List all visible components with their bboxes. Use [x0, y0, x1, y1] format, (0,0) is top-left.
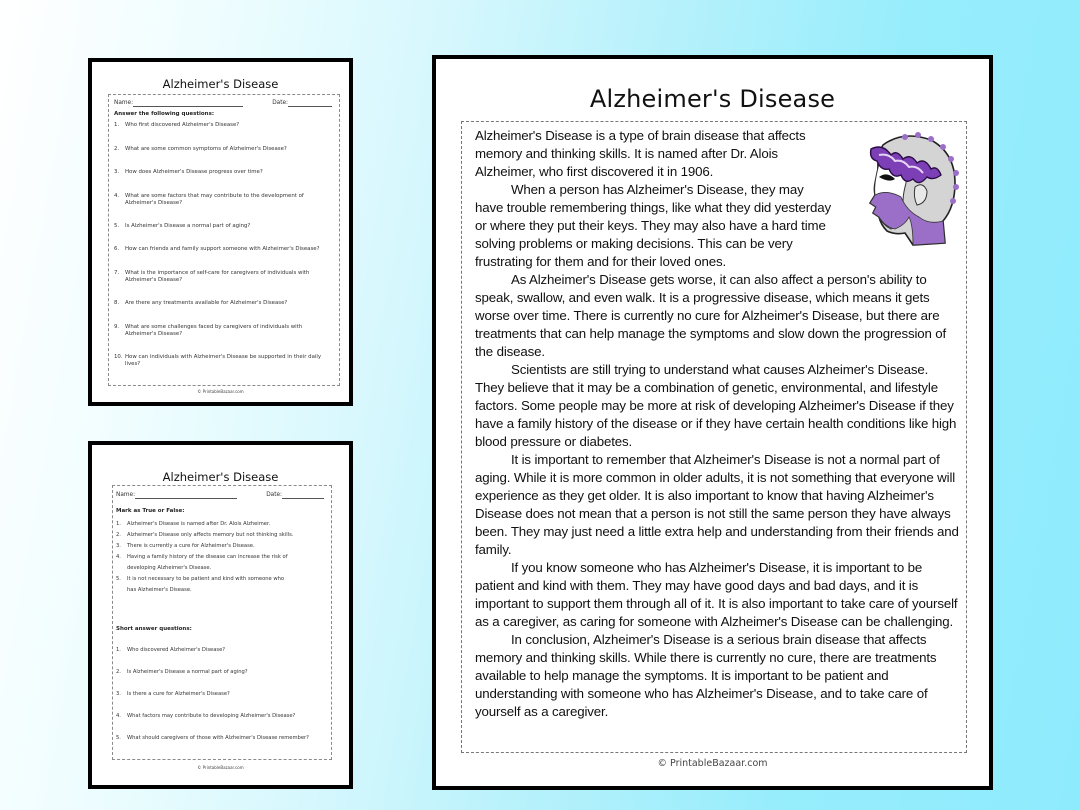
short-answer-item: 1. Who discovered Alzheimer's Disease? — [116, 647, 226, 653]
short-answer-heading: Short answer questions: — [116, 626, 192, 632]
passage-paragraph: Alzheimer's Disease is a type of brain disease that affects memory and thinking skills. It is named after Dr. Alois Alzheimer, who first discovered it in 1906. — [475, 128, 806, 179]
passage-paragraph: In conclusion, Alzheimer's Disease is a serious brain disease that affects memory and thinking skills. While there is currently no cure, there are treatments available to help manage the symptoms. It is important to be patient and understanding with someone who has Alzheimer's Disease, and to take care of yourself as a caregiver. — [475, 632, 937, 719]
passage-title: Alzheimer's Disease — [589, 85, 836, 113]
date-line — [288, 100, 332, 107]
passage-paragraph: It is important to remember that Alzheimer's Disease is not a normal part of aging. While it is more common in older adults, it is not something that everyone will experience as they get older. It is also important to know that having Alzheimer's Disease does not mean that a person is not still the same person they have always been. They may just need a little extra help and understanding from their friends and family. — [475, 452, 959, 557]
question-item: 5. Is Alzheimer's Disease a normal part of aging? — [114, 223, 251, 229]
name-label: Name: — [116, 492, 136, 498]
question-item: 1. Who first discovered Alzheimer's Disease? — [114, 122, 240, 128]
question-item: 3. How does Alzheimer's Disease progress over time? — [114, 169, 263, 175]
copyright-footer: © PrintableBazaar.com — [197, 765, 244, 770]
true-false-item: 4. Having a family history of the disease can increase the risk of developing Alzheimer's Disease. — [116, 554, 288, 571]
passage-paragraph: If you know someone who has Alzheimer's Disease, it is important to be patient and kind with them. They may have good days and bad days, and it is important to support them through all of it. It is also important to take care of yourself as a caregiver, as caring for someone with Alzheimer's Disease can be challenging. — [475, 560, 958, 629]
worksheet-title: Alzheimer's Disease — [162, 77, 279, 91]
short-answer-item: 3. Is there a cure for Alzheimer's Disease? — [116, 691, 230, 697]
name-date-row — [114, 100, 334, 108]
true-false-item: 3. There is currently a cure for Alzheimer's Disease. — [116, 543, 255, 549]
passage-paragraph: When a person has Alzheimer's Disease, they may have trouble remembering things, like what they did yesterday or where they put their keys. They may also have a hard time solving problems or making decisions. This can be very frustrating for them and for their loved ones. — [475, 182, 831, 269]
question-item: 6. How can friends and family support someone with Alzheimer's Disease? — [114, 246, 320, 252]
question-item: 4. What are some factors that may contribute to the development of Alzheimer's Disease? — [114, 193, 304, 206]
passage-border — [461, 121, 967, 753]
name-line — [133, 100, 243, 107]
copyright-footer: © PrintableBazaar.com — [197, 389, 244, 394]
passage-body — [475, 127, 959, 721]
worksheet-questions-preview — [88, 58, 353, 406]
true-false-item: 5. It is not necessary to be patient and kind with someone who has Alzheimer's Disease. — [116, 576, 285, 593]
date-label: Date: — [266, 492, 282, 498]
date-label: Date: — [272, 100, 288, 106]
question-item: 9. What are some challenges faced by caregivers of individuals with Alzheimer's Disease? — [114, 324, 303, 337]
name-line — [135, 492, 237, 499]
true-false-item: 1. Alzheimer's Disease is named after Dr. Alois Alzheimer. — [116, 521, 271, 527]
brain-head-icon — [843, 125, 963, 255]
question-item: 7. What is the importance of self-care for caregivers of individuals with Alzheimer's Disease? — [114, 270, 310, 283]
name-date-row — [116, 492, 326, 500]
copyright-footer: © PrintableBazaar.com — [657, 758, 768, 769]
question-item: 10. How can individuals with Alzheimer's Disease be supported in their daily lives? — [114, 354, 322, 367]
short-answer-item: 5. What should caregivers of those with Alzheimer's Disease remember? — [116, 735, 309, 741]
worksheet-border — [108, 94, 340, 386]
worksheet-border — [112, 485, 332, 760]
question-item: 2. What are some common symptoms of Alzheimer's Disease? — [114, 146, 287, 152]
passage-paragraph: Scientists are still trying to understand what causes Alzheimer's Disease. They believe that it may be a combination of genetic, environmental, and lifestyle factors. Some people may be more at risk of developing Alzheimer's Disease if they have a family history of the disease or if they have certain health conditions like high blood pressure or diabetes. — [475, 362, 957, 449]
instruction-heading: Answer the following questions: — [114, 111, 215, 117]
question-item: 8. Are there any treatments available for Alzheimer's Disease? — [114, 300, 288, 306]
short-answer-item: 2. Is Alzheimer's Disease a normal part of aging? — [116, 669, 248, 675]
passage-paragraph: As Alzheimer's Disease gets worse, it can also affect a person's ability to speak, swallow, and even walk. It is a progressive disease, which means it gets worse over time. There is currently no cure for Alzheimer's Disease, but there are treatments that can help manage the symptoms and slow down the progression of the disease. — [475, 272, 947, 359]
worksheet-true-false-preview — [88, 441, 353, 789]
date-line — [282, 492, 324, 499]
name-label: Name: — [114, 100, 134, 106]
reading-passage-page — [432, 55, 993, 790]
true-false-heading: Mark as True or False: — [116, 508, 185, 514]
short-answer-item: 4. What factors may contribute to developing Alzheimer's Disease? — [116, 713, 296, 719]
true-false-item: 2. Alzheimer's Disease only affects memory but not thinking skills. — [116, 532, 294, 538]
worksheet-title: Alzheimer's Disease — [162, 470, 279, 484]
